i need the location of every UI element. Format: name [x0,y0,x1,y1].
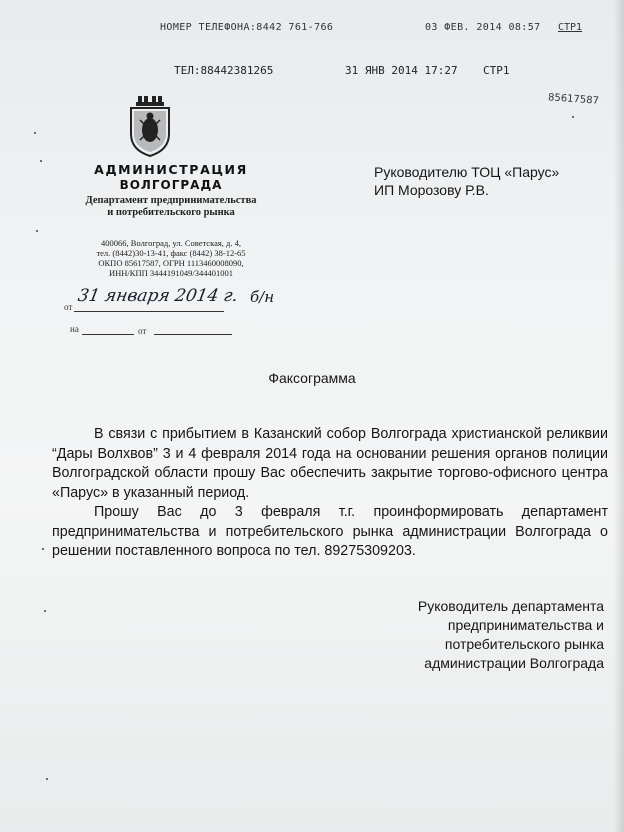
fax-header-datetime: 03 ФЕВ. 2014 08:57 [425,22,541,33]
inn-kpp-line: ИНН/КПП 3444191049/344401001 [109,268,233,278]
fax-speck [46,778,48,780]
phone-fax-line: тел. (8442)30-13-41, факс (8442) 38-12-65 [96,248,246,258]
document-id: 85617587 [547,92,600,107]
fax-header-phone: НОМЕР ТЕЛЕФОНА:8442 761-766 [160,22,334,33]
fax-speck [36,230,38,232]
body-paragraph-1: В связи с прибытием в Казанский собор Волгограда христианской реликвии “Дары Волхвов” 3 и 4 февраля 2014 года на основании решения органов полиции Волгоградской области прошу Вас обеспечить закрытие торгово-офисного центра «Парус» в указанный период. [52,426,608,501]
ref-date-underline [154,334,232,335]
fax-header-page: СТР1 [558,22,583,33]
na-label: на [70,324,79,334]
fax-speck [34,132,36,134]
org-name-line1: АДМИНИСТРАЦИЯ [94,162,248,177]
document-title: Факсограмма [268,370,356,386]
fax-sender-tel: ТЕЛ:88442381265 [174,64,274,77]
handwritten-number: б/н [250,288,275,306]
signature-line2: предпринимательства и [447,617,604,633]
fax-sender-page: СТР1 [483,64,510,77]
registration-date-field [64,286,275,316]
department-line2: и потребительского рынка [107,207,235,218]
department-name [58,195,284,219]
recipient-line1: Руководителю ТОЦ «Парус» [374,164,560,180]
ot-label: от [138,326,147,336]
signature-block [404,597,604,673]
org-name-line2: ВОЛГОГРАДА [119,178,223,192]
signature-line3: потребительского рынка [444,636,604,652]
fax-speck [42,548,44,550]
body-paragraph-2: Прошу Вас до 3 февраля т.г. проинформировать департамент предпринимательства и потребительского рынка администрации Волгограда о решении поставленного вопроса по тел. 89275309203. [52,504,608,559]
registration-ref-field [70,324,240,334]
document-body [52,425,608,562]
fax-speck [40,160,42,162]
org-address-block [66,238,276,278]
fax-speck [572,116,574,118]
fax-sender-datetime: 31 ЯНВ 2014 17:27 [345,64,458,77]
volgograd-coat-of-arms-icon [128,96,172,158]
address-line: 400066, Волгоград, ул. Советская, д. 4, [101,238,241,248]
handwritten-date: 31 января 2014 г. [76,286,240,306]
recipient-block [374,163,559,199]
fax-speck [44,610,46,612]
page-shadow [614,0,624,832]
department-line1: Департамент предпринимательства [85,195,257,206]
okpo-ogrn-line: ОКПО 85617587, ОГРН 1113460008090, [98,258,244,268]
recipient-line2: ИП Морозову Р.В. [374,182,489,198]
date-underline [74,311,224,312]
signature-line4: администрации Волгограда [424,655,604,671]
signature-line1: Руководитель департамента [417,598,604,614]
ref-number-underline [82,334,134,335]
from-label: от [64,302,73,312]
